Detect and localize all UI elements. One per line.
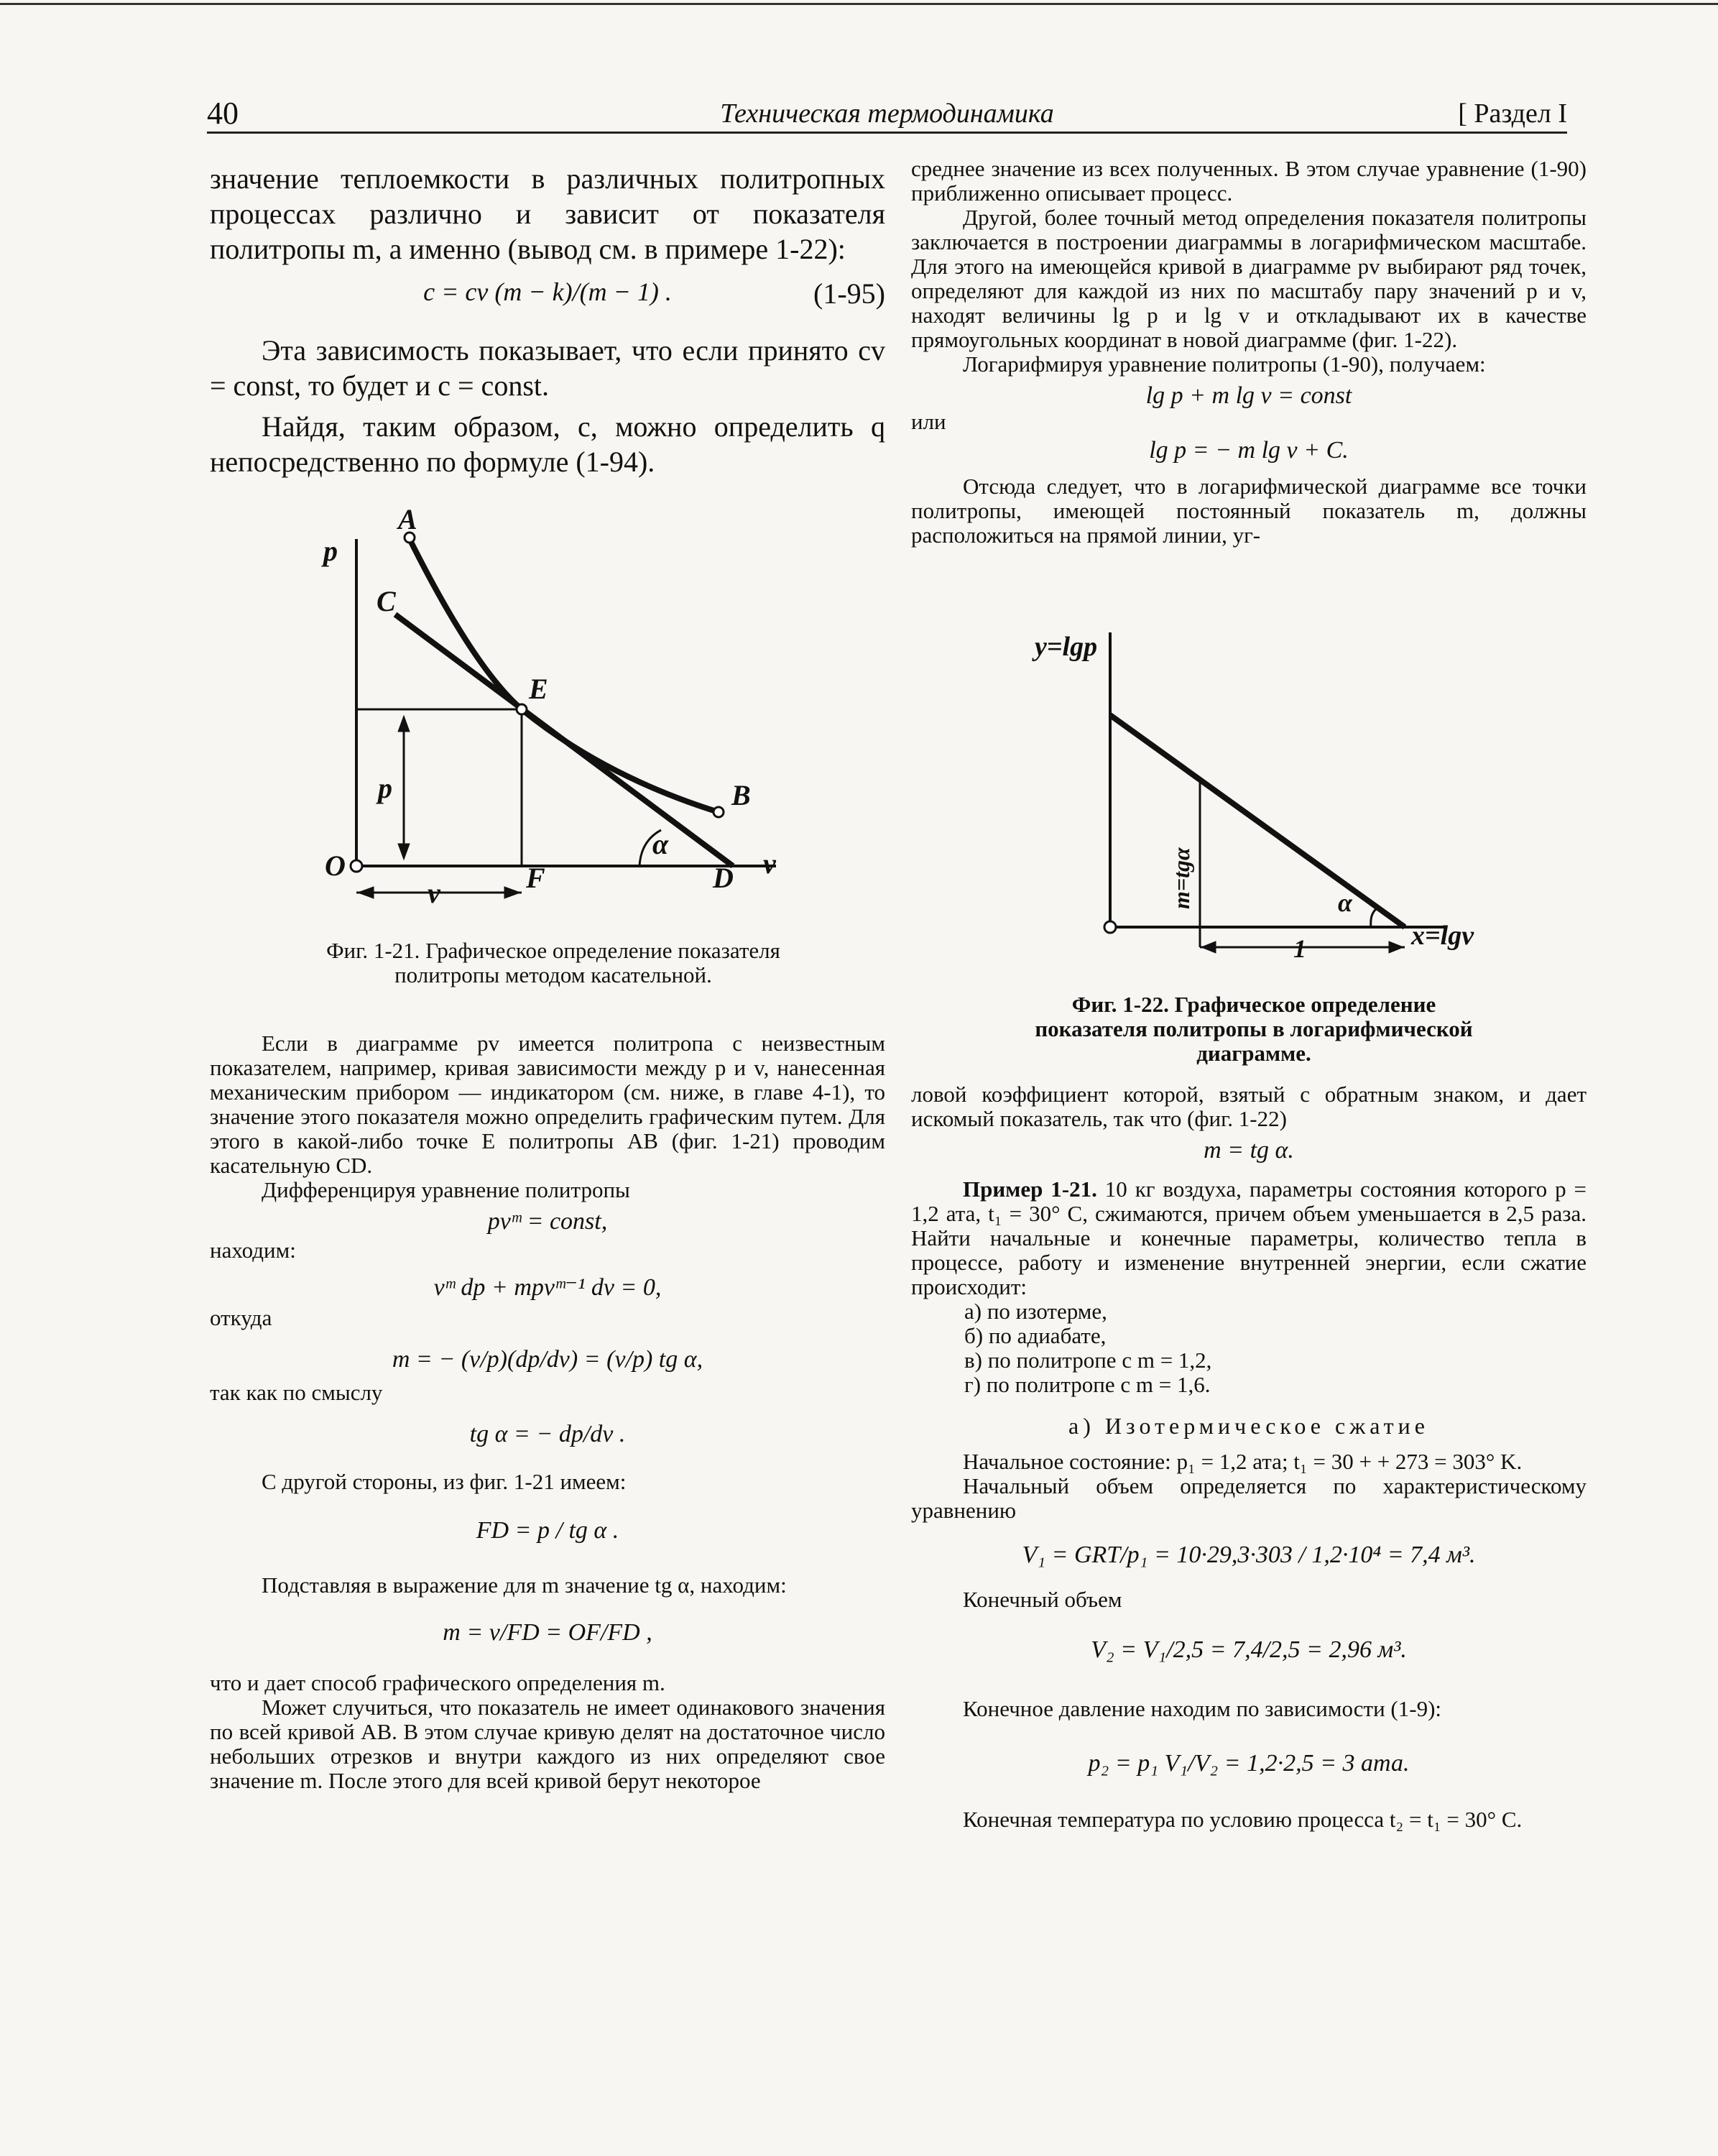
list-item: а) по изотерме,: [964, 1299, 1107, 1324]
label-1: 1: [1293, 934, 1306, 963]
formula-1-95: [210, 277, 885, 315]
formula-v2: V₂ = V₁/2,5 = 7,4/2,5 = 2,96 м³.: [1091, 1636, 1407, 1663]
paragraph: ловой коэффициент которой, взятый с обратным знаком, и дает искомый показатель, так что (фиг. 1-22): [911, 1082, 1587, 1131]
header-rule: [207, 132, 1567, 134]
formula-diff: vᵐ dp + mpvᵐ⁻¹ dv = 0,: [433, 1274, 662, 1301]
paragraph: Найдя, таким образом, c, можно определить q непосредственно по формуле (1-94).: [210, 410, 885, 478]
example-title: Пример 1-21.: [963, 1176, 1097, 1202]
subheading: а) Изотермическое сжатие: [1068, 1413, 1429, 1439]
point-O: [351, 860, 362, 872]
formula-m-tg: m = tg α.: [1204, 1137, 1294, 1164]
tangent-line-CD: [395, 614, 733, 866]
list-item: в) по политропе с m = 1,2,: [964, 1348, 1212, 1373]
label-v: v: [428, 877, 440, 906]
text: так как по смыслу: [210, 1380, 383, 1405]
paragraph: Другой, более точный метод определения показателя политропы заключается в построении диаграммы в логарифмическом масштабе. Для этого на имеющейся кривой в диаграмме pv выбирают ряд точек, определяют для каждой из них по масштабу пару значений p и v, находят величины lg p и lg v и откладывают их в качестве прямоугольных координат в новой диаграмме (фиг. 1-22).: [911, 205, 1587, 352]
equation-number: (1-95): [813, 277, 885, 310]
text: откуда: [210, 1305, 272, 1330]
label-alpha: α: [652, 828, 669, 860]
label-A: A: [398, 503, 417, 535]
paragraph: Может случиться, что показатель не имеет одинакового значения по всей кривой AB. В этом случае кривую делят на достаточное число небольших отрезков и внутри каждого из них определяют свое значение m. После этого для всей кривой берут некоторое: [210, 1695, 885, 1793]
label-E: E: [529, 673, 548, 705]
arrowhead: [398, 844, 410, 860]
formula-m: m = − (v/p)(dp/dv) = (v/p) tg α,: [392, 1346, 703, 1373]
right-column-lower: [911, 1082, 1587, 1832]
paragraph: Логарифмируя уравнение политропы (1-90), получаем:: [963, 351, 1486, 377]
formula-fd: FD = p / tg α .: [476, 1517, 619, 1544]
page-number: 40: [207, 96, 239, 131]
list-item: б) по адиабате,: [964, 1323, 1107, 1348]
label-D: D: [713, 862, 734, 894]
page-top-edge: [0, 3, 1718, 5]
paragraph: среднее значение из всех полученных. В этом случае уравнение (1-90) приближенно описывает процесс.: [911, 156, 1587, 206]
page-header: [207, 95, 1567, 135]
figure-1-22-diagram: [1027, 625, 1495, 963]
formula: c = cv (m − k)/(m − 1) .: [423, 277, 672, 306]
case-list: [964, 1299, 1587, 1397]
label-alpha: α: [1338, 888, 1352, 917]
right-column: [911, 157, 1587, 548]
left-column-lower: [210, 1031, 885, 1793]
figure-1-21: [316, 503, 790, 906]
paragraph: Отсюда следует, что в логарифмической диаграмме все точки политропы, имеющей постоянный показатель m, должны расположиться на прямой линии, уг-: [911, 474, 1587, 548]
origin-point: [1104, 921, 1116, 933]
formula-log2: lg p = − m lg v + C.: [1149, 437, 1349, 464]
paragraph: Начальный объем определяется по характеристическому уравнению: [911, 1473, 1587, 1523]
text: находим:: [210, 1238, 296, 1263]
point-E: [517, 704, 527, 714]
label-y-axis: y=lgp: [1035, 632, 1098, 662]
example-text: 10 кг воздуха, параметры состояния которого p = 1,2 ата, t₁ = 30° C, сжимаются, причем объем уменьшается в 2,5 раза. Найти начальные и конечные параметры, количество тепла в процессе, работу и изменение внутренней энергии, если сжатие происходит:: [911, 1176, 1587, 1299]
paragraph: Дифференцируя уравнение политропы: [262, 1177, 630, 1202]
label-O: O: [325, 849, 346, 882]
formula-v1: V₁ = GRT/p₁ = 10·29,3·303 / 1,2·10⁴ = 7,4 м³.: [1022, 1542, 1476, 1568]
figure-1-21-diagram: [316, 503, 790, 906]
log-line: [1110, 715, 1405, 927]
figure-caption: Фиг. 1-21. Графическое определение показателя политропы методом касательной.: [326, 938, 780, 987]
figure-1-22: [1027, 625, 1495, 963]
section-label: [ Раздел I: [1458, 98, 1567, 129]
formula-p2: p₂ = p₁ V₁/V₂ = 1,2·2,5 = 3 ата.: [1088, 1750, 1410, 1777]
example-paragraph: [911, 1177, 1587, 1299]
label-m: m=tgα: [1168, 847, 1194, 909]
paragraph: Конечная температура по условию процесса t₂ = t₁ = 30° C.: [963, 1807, 1523, 1832]
text: Конечный объем: [963, 1587, 1122, 1612]
formula-pv: pvᵐ = const,: [487, 1208, 608, 1235]
left-column: [210, 161, 885, 479]
paragraph: Если в диаграмме pv имеется политропа с неизвестным показателем, например, кривая зависимости между p и v, нанесенная механическим прибором — индикатором (см. ниже, в главе 4-1), то значение этого показателя можно определить графическим путем. Для этого в какой-либо точке E политропы AB (фиг. 1-21) проводим касательную CD.: [210, 1031, 885, 1178]
label-p-axis: p: [323, 535, 338, 567]
figure-1-22-caption-box: [1017, 970, 1491, 1088]
point-B: [713, 807, 724, 817]
label-v-axis: v: [763, 847, 776, 880]
text: или: [911, 409, 946, 434]
running-title: Техническая термодинамика: [720, 98, 1054, 129]
paragraph: Начальное состояние: p₁ = 1,2 ата; t₁ = 30 + + 273 = 303° K.: [963, 1449, 1523, 1474]
formula-log1: lg p + m lg v = const: [1145, 382, 1352, 409]
arrowhead: [1201, 941, 1216, 953]
formula-m2: m = v/FD = OF/FD ,: [443, 1619, 652, 1646]
polytrope-curve-AB: [410, 539, 719, 812]
paragraph: Подставляя в выражение для m значение tg α, находим:: [262, 1572, 787, 1598]
paragraph: значение теплоемкости в различных политропных процессах различно и зависит от показателя политропы m, а именно (вывод см. в примере 1-22):: [210, 162, 885, 265]
paragraph: что и дает способ графического определения m.: [210, 1670, 665, 1695]
label-C: C: [377, 585, 396, 617]
paragraph: Конечное давление находим по зависимости (1-9):: [963, 1696, 1442, 1721]
arrowhead: [504, 887, 520, 898]
figure-caption: Фиг. 1-22. Графическое определение показателя политропы в логарифмической диаграмме.: [1035, 992, 1473, 1066]
label-B: B: [731, 779, 751, 811]
list-item: г) по политропе с m = 1,6.: [964, 1372, 1211, 1397]
paragraph: Эта зависимость показывает, что если принято cv = const, то будет и c = const.: [210, 334, 885, 402]
arrowhead: [398, 716, 410, 732]
arrowhead: [358, 887, 374, 898]
label-x-axis: x=lgv: [1411, 921, 1474, 951]
figure-1-21-caption-box: [316, 916, 790, 1010]
formula-tg: tg α = − dp/dv .: [469, 1421, 626, 1447]
paragraph: С другой стороны, из фиг. 1-21 имеем:: [262, 1469, 627, 1494]
arrowhead: [1389, 941, 1403, 953]
label-p: p: [378, 772, 392, 804]
label-F: F: [526, 862, 545, 894]
